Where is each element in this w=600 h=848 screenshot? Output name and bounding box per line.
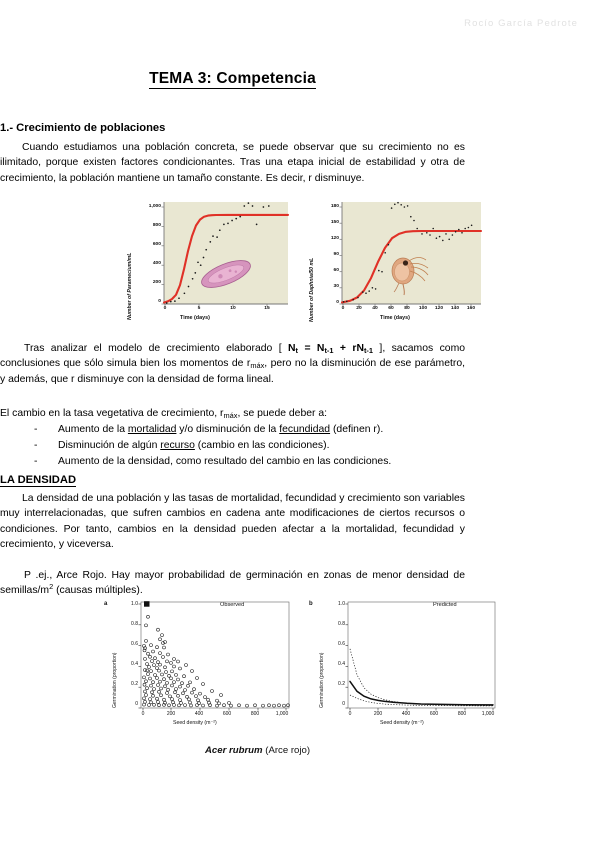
xtick-observed-5: 1,000	[275, 711, 289, 717]
dash-marker: -	[34, 456, 38, 468]
xtick-paramecium-0: 0	[163, 306, 167, 311]
rmax-sub-1: máx	[250, 361, 265, 371]
xtick-observed-2: 400	[194, 711, 204, 717]
ytick-daphnia-5: 150	[330, 220, 339, 225]
chart-paramecium-ylabel: Number of Paramecium/mL	[127, 252, 133, 320]
ytick-observed-0: 0	[135, 701, 138, 707]
panel-label-b: b	[309, 601, 313, 607]
ytick-daphnia-2: 60	[333, 268, 339, 273]
ytick-observed-4: 0.8	[131, 621, 138, 627]
xtick-daphnia-5: 100	[418, 306, 428, 311]
bullet-1-post: (cambio en las condiciones).	[194, 440, 330, 452]
tasa-intro-post: , se puede deber a:	[237, 408, 328, 419]
daphnia-illustration	[392, 258, 428, 296]
ytick-observed-2: 0.4	[131, 661, 138, 667]
chart-daphnia-ylabel: Number of Daphnia/50 mL	[309, 257, 315, 322]
ytick-observed-1: 0.2	[131, 681, 138, 687]
chart-predicted-ylabel: Germination (proportion)	[319, 652, 325, 708]
ytick-daphnia-4: 120	[330, 236, 339, 241]
xtick-daphnia-7: 140	[450, 306, 460, 311]
rmax-sub-2: máx	[223, 411, 238, 420]
ytick-paramecium-5: 1,000	[148, 204, 161, 209]
ytick-predicted-4: 0.8	[338, 621, 345, 627]
chart-daphnia-xlabel: Time (days)	[380, 315, 410, 321]
ytick-paramecium-2: 400	[152, 261, 161, 266]
chart-predicted-svg	[305, 598, 500, 744]
paramecium-illustration	[198, 255, 254, 293]
formula-sub-tminus1-a: t-1	[324, 346, 334, 355]
xtick-daphnia-3: 60	[388, 306, 394, 311]
bullet-0-post: (definen r).	[330, 424, 384, 435]
section-1-paragraph: Cuando estudiamos una población concreta, se puede observar que su crecimiento no es ilimitado, porque existen factores condicionantes. Tras una etapa inicial de estabilidad y otra de crecimiento, la población mantiene un tamaño constante. Es decir, r disminuye.	[0, 142, 465, 184]
ytick-paramecium-1: 200	[152, 280, 161, 285]
xtick-daphnia-1: 20	[356, 306, 362, 311]
figure-germination	[100, 598, 500, 748]
list-item	[0, 454, 465, 470]
paragraph-modelo-pre: Tras analizar el modelo de crecimiento elaborado [	[24, 343, 289, 354]
caption-species-rest: (Arce rojo)	[262, 745, 311, 756]
xtick-daphnia-2: 40	[372, 306, 378, 311]
section-heading-1-text: 1.- Crecimiento de poblaciones	[0, 122, 166, 134]
densidad-2-sup: 2	[49, 582, 54, 592]
paragraph-densidad-1: La densidad de una población y las tasas de mortalidad, fecundidad y crecimiento son variables muy interrelacionadas, que sufren cambios en cadena ante modificaciones de ciertos recursos o condiciones. Por tanto, cambios en la densidad pueden afectar a la mortalidad, fecundidad y crecimiento, y viceversa.	[0, 493, 465, 551]
formula-r: r	[352, 343, 357, 354]
xtick-predicted-2: 400	[401, 711, 411, 717]
formula-sub-tminus1-b: t-1	[363, 346, 374, 355]
paragraph-modelo	[0, 341, 465, 387]
list-item	[0, 422, 465, 438]
ytick-paramecium-3: 600	[152, 242, 161, 247]
xtick-daphnia-0: 0	[341, 306, 345, 311]
chart-germination-predicted	[305, 598, 500, 744]
chart-observed-svg	[100, 598, 295, 744]
figure-growth-curves	[118, 198, 483, 326]
xtick-daphnia-8: 160	[466, 306, 476, 311]
bullet-0-pre: Aumento de la	[58, 424, 128, 435]
chart-paramecium-svg	[118, 198, 290, 326]
ytick-daphnia-0: 0	[336, 300, 339, 305]
caption-species-italic: Acer rubrum	[205, 745, 263, 756]
xtick-observed-3: 600	[222, 711, 232, 717]
xtick-predicted-3: 600	[429, 711, 439, 717]
chart-daphnia-growth	[302, 198, 483, 326]
xtick-predicted-4: 800	[457, 711, 467, 717]
ytick-predicted-1: 0.2	[338, 681, 345, 687]
ytick-predicted-0: 0	[342, 701, 345, 707]
ytick-predicted-3: 0.6	[338, 641, 345, 647]
xtick-observed-0: 0	[141, 711, 145, 717]
formula-Nt: $N_t = N_{t-1} + rN_{t-1}$	[288, 343, 374, 355]
section-heading-densidad	[0, 474, 465, 486]
xtick-predicted-5: 1,000	[481, 711, 495, 717]
section-heading-1	[0, 122, 465, 134]
figure-caption	[205, 745, 310, 756]
bullet-list-causas	[0, 422, 465, 471]
chart-daphnia-svg	[302, 198, 483, 326]
ytick-daphnia-3: 90	[333, 252, 339, 257]
list-item	[0, 438, 465, 454]
ytick-paramecium-4: 800	[152, 223, 161, 228]
section-heading-densidad-text: LA DENSIDAD	[0, 474, 77, 486]
xtick-observed-4: 800	[250, 711, 260, 717]
annotation-observed: Observed	[220, 602, 245, 608]
xtick-predicted-1: 200	[373, 711, 383, 717]
ytick-observed-5: 1.0	[131, 601, 138, 607]
bullet-0-mid: y/o disminución de la	[176, 424, 280, 435]
chart-paramecium-growth	[118, 198, 290, 326]
xtick-observed-1: 200	[166, 711, 176, 717]
paragraph-modelo-post: ], sacamos como conclusiones que sólo simula bien los momentos de r	[0, 343, 466, 370]
densidad-2-pre: P .ej., Arce Rojo. Hay mayor probabilidad de germinación en zonas de menor densidad de semillas/m	[0, 570, 465, 597]
bullet-0-underline-1: mortalidad	[127, 424, 177, 435]
annotation-predicted: Predicted	[433, 602, 457, 608]
xtick-predicted-0: 0	[348, 711, 352, 717]
formula-plus: +	[339, 343, 346, 354]
ytick-predicted-2: 0.4	[338, 661, 345, 667]
ytick-predicted-5: 1.0	[338, 601, 345, 607]
panel-label-a: a	[104, 601, 108, 607]
ytick-daphnia-1: 30	[333, 284, 339, 289]
bullet-1-pre: Disminución de algún	[58, 440, 161, 452]
chart-observed-ylabel: Germination (proportion)	[112, 652, 118, 708]
page-title-text: TEMA 3: Competencia	[149, 70, 316, 87]
formula-sub-t: t	[295, 346, 299, 355]
chart-paramecium-xlabel: Time (days)	[180, 315, 210, 321]
ytick-observed-3: 0.6	[131, 641, 138, 647]
bullet-0-underline-2: fecundidad	[279, 424, 331, 435]
chart-predicted-xlabel: Seed density (m⁻²)	[380, 720, 424, 726]
page-title	[0, 70, 465, 88]
bullet-1-underline-1: recurso	[160, 440, 195, 452]
watermark-author: Rocío García Pedrote	[464, 18, 578, 29]
bullet-2-pre: Aumento de la densidad, como resultado del cambio en las condiciones.	[58, 456, 392, 468]
xtick-daphnia-4: 80	[404, 306, 410, 311]
ytick-daphnia-6: 180	[330, 204, 339, 209]
tasa-intro-pre: El cambio en la tasa vegetativa de crecimiento, r	[0, 408, 224, 419]
dash-marker: -	[34, 424, 38, 435]
xtick-paramecium-2: 10	[230, 306, 236, 311]
paragraph-densidad-2	[0, 568, 465, 599]
xtick-paramecium-1: 5	[197, 306, 201, 311]
densidad-2-post: (causas múltiples).	[53, 585, 143, 597]
chart-observed-xlabel: Seed density (m⁻²)	[173, 720, 217, 726]
paragraph-tasa-intro	[0, 406, 465, 421]
ytick-paramecium-0: 0	[158, 299, 161, 304]
formula-equals: =	[304, 343, 311, 354]
paragraph-modelo-end: , pero no la disminución de ese parámetro, y además, que r disminuye con la densidad de forma lineal.	[0, 358, 465, 385]
dash-marker: -	[34, 440, 38, 452]
chart-germination-observed	[100, 598, 295, 744]
xtick-daphnia-6: 120	[434, 306, 444, 311]
xtick-paramecium-3: 15	[264, 306, 270, 311]
